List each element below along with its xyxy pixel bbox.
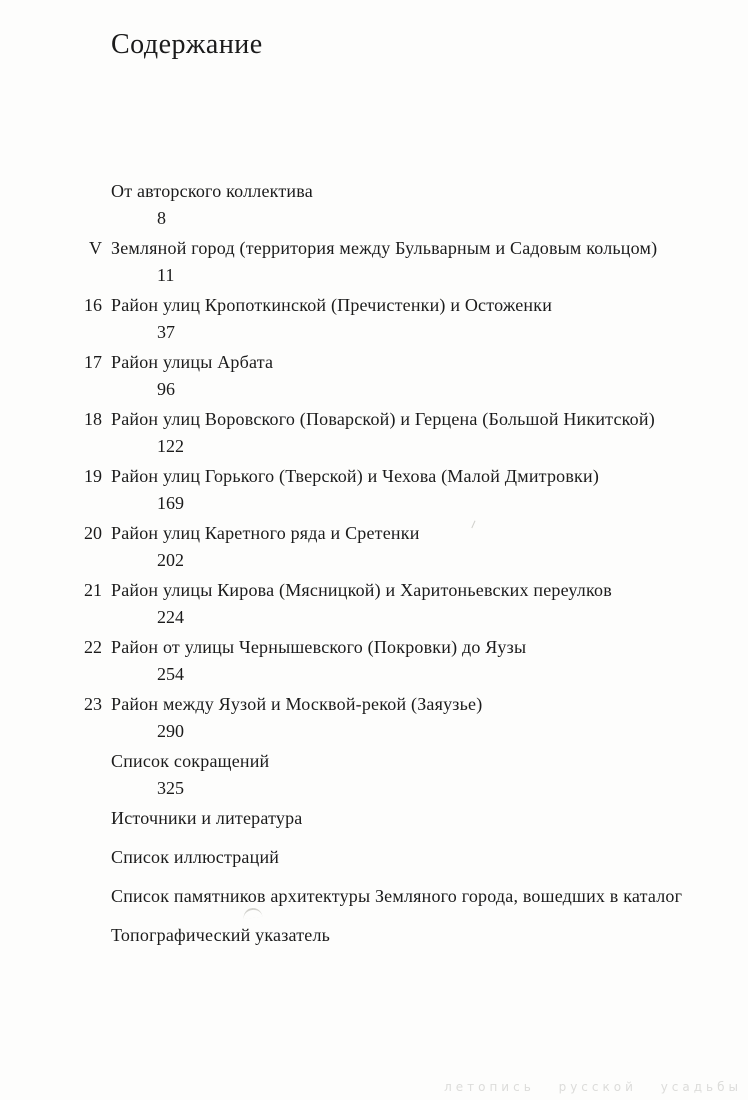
toc-entry bbox=[80, 235, 718, 289]
toc-entry bbox=[80, 520, 718, 574]
toc-entry-title: Топографический указатель bbox=[111, 925, 331, 945]
toc-entry-body bbox=[111, 235, 657, 289]
toc-entry-number: 23 bbox=[84, 694, 102, 714]
toc-entry-body bbox=[111, 634, 526, 688]
toc-entry-title: Район улиц Кропоткинской (Пречистенки) и Остоженки bbox=[111, 295, 553, 315]
toc-entry-title: Район между Яузой и Москвой-рекой (Заяузье) bbox=[111, 694, 483, 714]
toc-entry-page: 37 bbox=[157, 322, 175, 342]
toc-entry-number: 22 bbox=[84, 637, 102, 657]
toc-entry-body bbox=[111, 805, 303, 832]
toc-list bbox=[80, 178, 718, 949]
toc-entry-page: 11 bbox=[157, 265, 175, 285]
toc-entry-page: 202 bbox=[157, 550, 184, 570]
toc-entry-title: Список сокращений bbox=[111, 751, 270, 771]
toc-entry-title: Список памятников архитектуры Земляного города, вошедших в каталог bbox=[111, 886, 683, 906]
toc-entry-title: Район улицы Арбата bbox=[111, 352, 274, 372]
toc-entry-number: 19 bbox=[84, 466, 102, 486]
toc-entry-number: 21 bbox=[84, 580, 102, 600]
toc-entry bbox=[80, 406, 718, 460]
toc-entry-page: 169 bbox=[157, 493, 184, 513]
toc-entry-title: Район от улицы Чернышевского (Покровки) до Яузы bbox=[111, 637, 527, 657]
toc-entry-title: Район улиц Каретного ряда и Сретенки bbox=[111, 523, 420, 543]
toc-entry-body bbox=[111, 748, 269, 802]
toc-entry bbox=[80, 577, 718, 631]
toc-entry-page: 122 bbox=[157, 436, 184, 456]
toc-entry-title: Источники и литература bbox=[111, 808, 303, 828]
toc-entry-title: Район улиц Горького (Тверской) и Чехова (Малой Дмитровки) bbox=[111, 466, 600, 486]
toc-entry-number: 16 bbox=[84, 295, 102, 315]
toc-entry bbox=[80, 748, 718, 802]
toc-entry-number: V bbox=[89, 238, 102, 258]
page-title: Содержание bbox=[111, 29, 263, 60]
toc-entry-body bbox=[111, 292, 552, 346]
toc-entry-page: 224 bbox=[157, 607, 184, 627]
toc-entry-title: От авторского коллектива bbox=[111, 181, 313, 201]
toc-entry-page: 96 bbox=[157, 379, 175, 399]
toc-entry bbox=[80, 805, 718, 832]
watermark-text: летопись русской усадьбы bbox=[444, 1080, 742, 1094]
toc-entry-body bbox=[111, 922, 330, 949]
toc-entry-body bbox=[111, 349, 273, 403]
toc-entry bbox=[80, 292, 718, 346]
toc-entry-body bbox=[111, 463, 599, 517]
toc-entry bbox=[80, 634, 718, 688]
toc-entry bbox=[80, 844, 718, 871]
toc-entry bbox=[80, 349, 718, 403]
toc-entry-page: 8 bbox=[157, 208, 166, 228]
toc-entry bbox=[80, 883, 718, 910]
toc-entry bbox=[80, 463, 718, 517]
toc-entry-title: Район улиц Воровского (Поварской) и Герцена (Большой Никитской) bbox=[111, 409, 655, 429]
toc-entry-title: Список иллюстраций bbox=[111, 847, 280, 867]
toc-entry-number: 18 bbox=[84, 409, 102, 429]
toc-entry-page: 254 bbox=[157, 664, 184, 684]
toc-entry-title: Земляной город (территория между Бульварным и Садовым кольцом) bbox=[111, 238, 658, 258]
toc-entry bbox=[80, 691, 718, 745]
toc-entry-body bbox=[111, 844, 279, 871]
toc-entry-page: 290 bbox=[157, 721, 184, 741]
toc-entry bbox=[80, 178, 718, 232]
toc-entry-body bbox=[111, 577, 612, 631]
toc-entry-title: Район улицы Кирова (Мясницкой) и Харитоньевских переулков bbox=[111, 580, 612, 600]
toc-entry-page: 325 bbox=[157, 778, 184, 798]
toc-entry-body bbox=[111, 520, 420, 574]
toc-entry-body bbox=[111, 691, 482, 745]
toc-entry-number: 20 bbox=[84, 523, 102, 543]
toc-entry-body bbox=[111, 178, 313, 232]
toc-entry-body bbox=[111, 883, 682, 910]
toc-entry bbox=[80, 922, 718, 949]
toc-entry-body bbox=[111, 406, 655, 460]
toc-entry-number: 17 bbox=[84, 352, 102, 372]
